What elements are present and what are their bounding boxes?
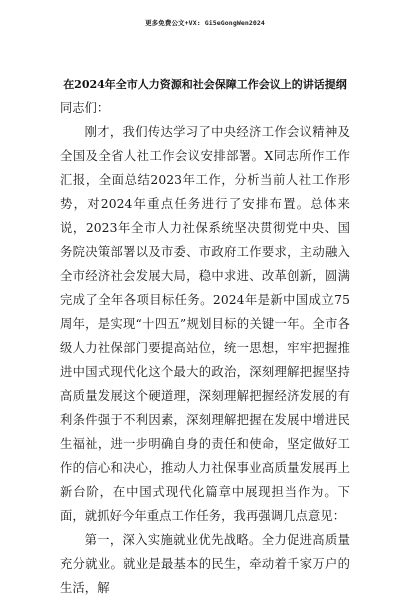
watermark-text: 更多免费公文+VX: Gi5eGongWen2024 [145,19,265,27]
document-title: 在2024年全市人力资源和社会保障工作会议上的讲话提纲 [63,78,347,91]
paragraph: 刚才，我们传达学习了中央经济工作会议精神及全国及全省人社工作会议安排部署。X同志所作工作汇报，全面总结2023年工作，分析当前人社工作形势，对2024年重点任务进行了安排布置。总体来说，2023年全市人力社保系统坚决贯彻党中央、国务院决策部署以及市委、市政府工作要求，主动融入全市经济社会发展大局，稳中求进、改革创新，圆满完成了全年各项目标任务。2024年是新中国成立75周年，是实现“十四五”规划目标的关键一年。全市各级人力社保部门要提高站位，统一思想，牢牢把握推进中国式现代化这个最大的政治，深刻理解把握坚持高质量发展这个硬道理，深刻理解把握经济发展的有利条件强于不利因素，深刻理解把握在发展中增进民生福祉，进一步明确自身的责任和使命，坚定做好工作的信心和决心，推动人力社保事业高质量发展再上新台阶，在中国式现代化篇章中展现担当作为。下面，就抓好今年重点工作任务，我再强调几点意见： [60,125,350,523]
document-body [60,96,350,600]
paragraph: 第一，深入实施就业优先战略。全力促进高质量充分就业。就业是最基本的民生，牵动着千家万户的生活，解 [60,533,350,595]
salutation: 同志们： [60,101,110,115]
